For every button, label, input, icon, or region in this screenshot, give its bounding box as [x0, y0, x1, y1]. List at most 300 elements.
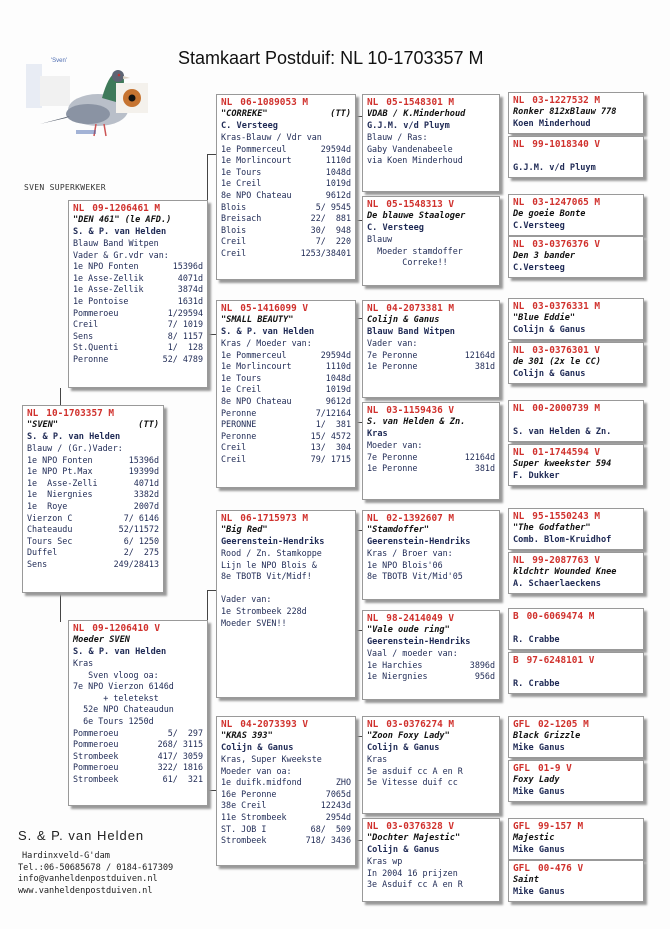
- ring-number: 01-1744594 V: [532, 447, 601, 458]
- owner: Colijn & Ganus: [367, 844, 440, 855]
- pigeon-card-gen4: [508, 818, 644, 860]
- race-result: 15396d: [128, 454, 159, 465]
- result-row: [27, 455, 159, 467]
- info-line: 3e Asduif cc A en R: [367, 879, 463, 890]
- result-row: [221, 248, 351, 260]
- race-result: 8/ 1157: [167, 330, 203, 341]
- result-row: [221, 190, 351, 202]
- race-name: Peronne: [221, 407, 257, 418]
- info-line: Moeder stamdoffer: [367, 245, 463, 256]
- race-result: 381d: [474, 361, 495, 372]
- race-result: 12164d: [464, 451, 495, 462]
- country-code: NL: [367, 821, 379, 832]
- race-result: 249/28413: [113, 558, 159, 569]
- ring-number: 03-0376301 V: [532, 345, 601, 356]
- result-row: [367, 463, 495, 475]
- country-code: NL: [513, 555, 525, 566]
- race-name: Creil: [221, 236, 247, 247]
- result-row: [73, 342, 203, 354]
- result-row: [27, 536, 159, 548]
- owner: Kras: [367, 428, 388, 439]
- result-row: [73, 273, 203, 285]
- result-row: [221, 225, 351, 237]
- owner: Colijn & Ganus: [513, 368, 586, 379]
- country-code: NL: [513, 239, 525, 250]
- race-name: 1e NPO Pt.Max: [27, 466, 93, 477]
- owner: Mike Ganus: [513, 886, 565, 897]
- ring-number: 03-0376331 M: [532, 301, 601, 312]
- race-name: 1e Pommerceul: [221, 349, 287, 360]
- country-code: GFL: [513, 863, 530, 874]
- country-code: NL: [513, 511, 525, 522]
- country-code: NL: [221, 97, 233, 108]
- ring-number: 10-1703357 M: [46, 408, 115, 419]
- race-name: Sens: [27, 558, 48, 569]
- race-name: St.Quenti: [73, 342, 119, 353]
- owner: Geerenstein-Hendriks: [367, 536, 471, 547]
- result-row: [221, 800, 351, 812]
- connector: [356, 116, 357, 220]
- race-name: 1e duifk.midfond: [221, 777, 302, 788]
- race-name: 1e Roye: [27, 500, 68, 511]
- owner: C.Versteeg: [513, 262, 565, 273]
- race-name: 11e Strombeek: [221, 811, 287, 822]
- race-name: 1e Pommerceul: [221, 143, 287, 154]
- country-code: GFL: [513, 821, 530, 832]
- pigeon-card-gen4: [508, 608, 644, 650]
- info-line: 1e NPO Blois'06: [367, 559, 443, 570]
- owner: C. Versteeg: [367, 222, 424, 233]
- owner: Colijn & Ganus: [221, 742, 294, 753]
- result-row: [73, 751, 203, 763]
- owner: C. Versteeg: [221, 120, 278, 131]
- race-name: Creil: [221, 453, 247, 464]
- result-row: [73, 762, 203, 774]
- result-row: [27, 489, 159, 501]
- result-row: [221, 202, 351, 214]
- footer: [18, 828, 173, 897]
- race-result: 22/ 881: [310, 213, 351, 224]
- pigeon-card-gen4: [508, 298, 644, 340]
- results: [73, 261, 203, 365]
- race-result: 3896d: [469, 659, 495, 670]
- race-name: Strombeek: [73, 773, 119, 784]
- info-line: Kras / Moeder van:: [221, 338, 312, 348]
- pigeon-photo-icon: [26, 58, 196, 143]
- subtitle: SVEN SUPERKWEKER: [24, 183, 106, 192]
- result-row: [221, 178, 351, 190]
- owner: R. Crabbe: [513, 678, 560, 689]
- owner: Colijn & Ganus: [513, 324, 586, 335]
- race-name: 1e Pontoise: [73, 295, 129, 306]
- race-name: Blois: [221, 201, 247, 212]
- race-result: 7/12164: [315, 407, 351, 418]
- race-name: 8e NPO Chateau: [221, 395, 292, 406]
- owner: S. & P. van Helden: [73, 226, 167, 237]
- owner: S. & P. van Helden: [27, 431, 121, 442]
- result-row: [221, 789, 351, 801]
- note-line: [221, 583, 351, 595]
- race-result: 61/ 321: [162, 773, 203, 784]
- result-row: [221, 777, 351, 789]
- footer-city: Hardinxveld-G'dam: [22, 851, 110, 861]
- result-row: [27, 501, 159, 513]
- results: [73, 728, 203, 786]
- result-row: [73, 728, 203, 740]
- race-result: ZHO: [335, 777, 351, 788]
- info-line: via Koen Minderhoud: [367, 155, 463, 166]
- race-name: 1e Morlincourt: [221, 155, 292, 166]
- notes: [73, 658, 203, 728]
- footer-web[interactable]: www.vanheldenpostduiven.nl: [18, 885, 153, 896]
- race-name: Pommeroeu: [73, 762, 119, 773]
- logo-caption: 'Sven': [51, 58, 67, 64]
- footer-name: S. & P. van Helden: [18, 828, 145, 843]
- race-name: 1e Asse-Zelli: [27, 477, 98, 488]
- info-line: Kras wp: [367, 856, 403, 866]
- result-row: [221, 824, 351, 836]
- info-line: 5e Vitesse duif cc: [367, 777, 458, 788]
- note-line: 1e Strombeek 228d: [221, 605, 307, 616]
- country-code: NL: [27, 408, 39, 419]
- race-name: Pommeroeu: [73, 307, 119, 318]
- pigeon-card-gen4: [508, 860, 644, 902]
- race-result: 4071d: [133, 477, 159, 488]
- ring-number: 05-1416099 V: [240, 303, 309, 314]
- country-code: NL: [367, 405, 379, 416]
- race-name: 1e Niergnies: [367, 671, 428, 682]
- pigeon-card-gen4: [508, 400, 644, 442]
- pigeon-name: "Zoon Foxy Lady": [367, 731, 450, 741]
- ring-number: 98-2414049 V: [386, 613, 455, 624]
- pigeon-name: "KRAS 393": [221, 731, 273, 741]
- note-line: Moeder SVEN!!: [221, 617, 287, 628]
- pigeon-name: "SMALL BEAUTY": [221, 315, 294, 325]
- race-name: Breisach: [221, 213, 262, 224]
- race-result: 956d: [474, 671, 495, 682]
- race-result: 268/ 3115: [157, 739, 203, 750]
- pigeon-card-gen3: [362, 510, 500, 600]
- race-name: Pommeroeu: [73, 739, 119, 750]
- ring-number: 00-476 V: [537, 863, 584, 874]
- country-code: NL: [367, 303, 379, 314]
- ring-number: 95-1550243 M: [532, 511, 601, 522]
- race-result: 9612d: [325, 395, 351, 406]
- race-name: 1e Creil: [221, 384, 262, 395]
- race-result: 30/ 948: [310, 224, 351, 235]
- race-result: 7065d: [325, 788, 351, 799]
- race-name: 38e Creil: [221, 800, 267, 811]
- note-line: 8e TBOTB Vit/Midf!: [221, 571, 312, 582]
- result-row: [221, 384, 351, 396]
- pigeon-name-extra: (TT): [330, 109, 351, 119]
- result-row: [221, 835, 351, 847]
- pigeon-card-gen4: [508, 716, 644, 758]
- note-line: Rood / Zn. Stamkoppe: [221, 548, 322, 558]
- result-row: [221, 454, 351, 466]
- owner: Comb. Blom-Kruidhof: [513, 534, 612, 545]
- owner: R. Crabbe: [513, 634, 560, 645]
- result-row: [221, 350, 351, 362]
- info-line: 8e TBOTB Vit/Mid'05: [367, 571, 463, 582]
- race-result: 19399d: [128, 466, 159, 477]
- connector: [356, 736, 357, 840]
- footer-email[interactable]: info@vanheldenpostduiven.nl: [18, 874, 158, 884]
- result-row: [73, 261, 203, 273]
- pigeon-card-mm: [216, 716, 356, 866]
- country-code: NL: [367, 513, 379, 524]
- race-name: Creil: [221, 247, 247, 258]
- notes: [221, 548, 351, 629]
- race-result: 52/ 4789: [162, 353, 203, 364]
- results: [27, 455, 159, 571]
- pigeon-card-gen4: [508, 342, 644, 384]
- result-row: [73, 774, 203, 786]
- race-result: 9612d: [325, 189, 351, 200]
- race-result: 29594d: [320, 143, 351, 154]
- country-code: NL: [367, 97, 379, 108]
- race-result: 381d: [474, 463, 495, 474]
- result-row: [221, 396, 351, 408]
- race-name: Creil: [73, 319, 99, 330]
- ring-number: 03-0376274 M: [386, 719, 455, 730]
- race-name: 1e Tours: [221, 166, 262, 177]
- result-row: [221, 144, 351, 156]
- race-name: 7e Peronne: [367, 451, 418, 462]
- pigeon-card-gen4: [508, 136, 644, 178]
- race-name: Peronne: [221, 430, 257, 441]
- result-row: [27, 547, 159, 559]
- pigeon-name: Den 3 bander: [513, 251, 576, 261]
- pigeon-card-ff: [216, 94, 356, 280]
- race-result: 68/ 509: [310, 823, 351, 834]
- race-name: PERONNE: [221, 419, 257, 430]
- pigeon-card-gen4: [508, 652, 644, 694]
- ring-number: 05-1548313 V: [386, 199, 455, 210]
- pigeon-name: [513, 415, 639, 427]
- pigeon-card-gen3: [362, 716, 500, 814]
- race-result: 322/ 1816: [157, 762, 203, 773]
- country-code: NL: [513, 447, 525, 458]
- result-row: [73, 739, 203, 751]
- info-line: Vaal / moeder van:: [367, 648, 458, 658]
- race-result: 1/29594: [167, 307, 203, 318]
- pigeon-card-gen4: [508, 444, 644, 486]
- result-row: [221, 812, 351, 824]
- result-row: [27, 559, 159, 571]
- race-result: 1110d: [325, 361, 351, 372]
- connector: [60, 388, 61, 406]
- info-line: In 2004 16 prijzen: [367, 867, 458, 878]
- race-name: ST. JOB I: [221, 823, 267, 834]
- country-code: NL: [513, 139, 525, 150]
- result-row: [73, 319, 203, 331]
- note-line: Kras: [73, 658, 94, 668]
- owner: Mike Ganus: [513, 742, 565, 753]
- race-result: 5/ 297: [167, 727, 203, 738]
- ring-number: 06-1089053 M: [240, 97, 309, 108]
- info-line: Blauw / Ras:: [367, 132, 428, 142]
- results: [221, 350, 351, 466]
- pigeon-card-gen3: [362, 402, 500, 500]
- race-result: 2/ 275: [123, 547, 159, 558]
- owner: S. & P. van Helden: [221, 326, 315, 337]
- race-name: 1e NPO Fonten: [27, 454, 93, 465]
- pigeon-name: Ronker 812xBlauw 778: [513, 107, 617, 117]
- result-row: [221, 155, 351, 167]
- pigeon-card-gen4: [508, 194, 644, 236]
- pigeon-card-gen4: [508, 236, 644, 278]
- pigeon-name-extra: (TT): [138, 420, 159, 430]
- footer-tel: Tel.:06-50685678 / 0184-617309: [18, 862, 174, 873]
- race-name: 1e Harchies: [367, 659, 423, 670]
- info-line: Gaby Vandenabeele: [367, 143, 453, 154]
- pigeon-card-gen4: [508, 760, 644, 802]
- pigeon-name: VDAB / K.Minderhoud: [367, 109, 466, 119]
- country-code: B: [513, 611, 519, 622]
- pigeon-name: "Blue Eddie": [513, 313, 576, 323]
- ring-number: 03-1159436 V: [386, 405, 455, 416]
- ring-number: 99-1018340 V: [532, 139, 601, 150]
- race-name: 16e Peronne: [221, 788, 277, 799]
- page-title: Stamkaart Postduif: NL 10-1703357 M: [178, 48, 484, 68]
- pigeon-name: "Dochter Majestic": [367, 833, 461, 843]
- owner: Mike Ganus: [513, 786, 565, 797]
- race-name: Strombeek: [221, 835, 267, 846]
- pigeon-name: [513, 623, 639, 635]
- race-result: 1019d: [325, 178, 351, 189]
- pigeon-card-gen4: [508, 552, 644, 594]
- pigeon-name: Foxy Lady: [513, 775, 560, 785]
- race-name: Creil: [221, 442, 247, 453]
- race-name: Peronne: [73, 353, 109, 364]
- country-code: NL: [73, 623, 85, 634]
- result-row: [221, 213, 351, 225]
- owner: G.J.M. v/d Pluym: [367, 120, 450, 131]
- ring-number: 05-1548301 M: [386, 97, 455, 108]
- info-line: Vader van:: [367, 338, 418, 348]
- note-line: + teletekst: [73, 692, 159, 703]
- result-row: [367, 361, 495, 373]
- pigeon-name: de 301 (2x le CC): [513, 357, 601, 367]
- race-name: 7e Peronne: [367, 349, 418, 360]
- pigeon-card-gen3: [362, 94, 500, 192]
- connector: [356, 530, 357, 630]
- race-name: 1e Niergnies: [27, 489, 93, 500]
- race-name: 1e Asse-Zellik: [73, 284, 144, 295]
- pigeon-name: [513, 151, 639, 163]
- owner: Geerenstein-Hendriks: [221, 536, 325, 547]
- race-name: 1e Tours: [221, 372, 262, 383]
- race-result: 7/ 1019: [167, 319, 203, 330]
- owner: Koen Minderhoud: [513, 118, 591, 129]
- race-result: 12164d: [464, 349, 495, 360]
- race-name: 1e Morlincourt: [221, 361, 292, 372]
- result-row: [73, 296, 203, 308]
- ring-number: 03-0376328 V: [386, 821, 455, 832]
- result-row: [367, 660, 495, 672]
- race-name: 1e Asse-Zellik: [73, 272, 144, 283]
- race-name: Pommeroeu: [73, 727, 119, 738]
- race-name: 1e Creil: [221, 178, 262, 189]
- pigeon-card-gen3: [362, 196, 500, 286]
- country-code: NL: [513, 301, 525, 312]
- race-result: 79/ 1715: [310, 453, 351, 464]
- info-line: Kras / Broer van:: [367, 548, 453, 558]
- results: [221, 777, 351, 847]
- ring-number: 00-2000739 M: [532, 403, 601, 414]
- ring-number: 09-1206461 M: [92, 203, 161, 214]
- country-code: NL: [221, 513, 233, 524]
- race-result: 417/ 3059: [157, 750, 203, 761]
- result-row: [221, 419, 351, 431]
- info-line: 5e asduif cc A en R: [367, 765, 463, 776]
- owner: Mike Ganus: [513, 844, 565, 855]
- pigeon-name: Colijn & Ganus: [367, 315, 440, 325]
- ring-number: 99-157 M: [537, 821, 584, 832]
- country-code: NL: [513, 403, 525, 414]
- race-result: 2954d: [325, 811, 351, 822]
- race-name: 1e NPO Fonten: [73, 261, 139, 272]
- owner: S. van Helden & Zn.: [513, 426, 612, 437]
- info-line: Blauw: [367, 234, 393, 244]
- race-result: 718/ 3436: [305, 835, 351, 846]
- country-code: B: [513, 655, 519, 666]
- race-result: 1253/38401: [300, 247, 351, 258]
- note-line: Lijn le NPO Blois &: [221, 559, 317, 570]
- race-name: Blois: [221, 224, 247, 235]
- result-row: [27, 466, 159, 478]
- owner: S. & P. van Helden: [73, 646, 167, 657]
- result-row: [73, 331, 203, 343]
- result-row: [367, 671, 495, 683]
- ring-number: 99-2087763 V: [532, 555, 601, 566]
- race-result: 7/ 6146: [123, 512, 159, 523]
- country-code: GFL: [513, 763, 530, 774]
- race-name: Sens: [73, 330, 94, 341]
- pigeon-name: kldchtr Wounded Knee: [513, 567, 617, 577]
- race-result: 1048d: [325, 166, 351, 177]
- result-row: [221, 167, 351, 179]
- pigeon-name: "DEN 461" (le AFD.): [73, 215, 172, 225]
- ring-number: 01-9 V: [537, 763, 572, 774]
- race-result: 13/ 304: [310, 442, 351, 453]
- result-row: [221, 361, 351, 373]
- owner: C.Versteeg: [513, 220, 565, 231]
- connector: [60, 594, 61, 622]
- result-row: [221, 431, 351, 443]
- race-name: Tours Sec: [27, 535, 73, 546]
- pigeon-card-gen3: [362, 300, 500, 398]
- owner: Blauw Band Witpen: [367, 326, 455, 337]
- results: [221, 144, 351, 260]
- owner: A. Schaerlaeckens: [513, 578, 601, 589]
- info-line: Blauw / (Gr.)Vader:: [27, 443, 123, 453]
- race-result: 52/11572: [118, 524, 159, 535]
- race-result: 3382d: [133, 489, 159, 500]
- pigeon-name: Super kweekster 594: [513, 459, 612, 469]
- pigeon-card-father: [68, 200, 208, 388]
- result-row: [221, 442, 351, 454]
- country-code: GFL: [513, 719, 530, 730]
- result-row: [221, 408, 351, 420]
- country-code: NL: [221, 719, 233, 730]
- result-row: [73, 354, 203, 366]
- country-code: NL: [367, 613, 379, 624]
- result-row: [27, 524, 159, 536]
- race-result: 1019d: [325, 384, 351, 395]
- result-row: [221, 236, 351, 248]
